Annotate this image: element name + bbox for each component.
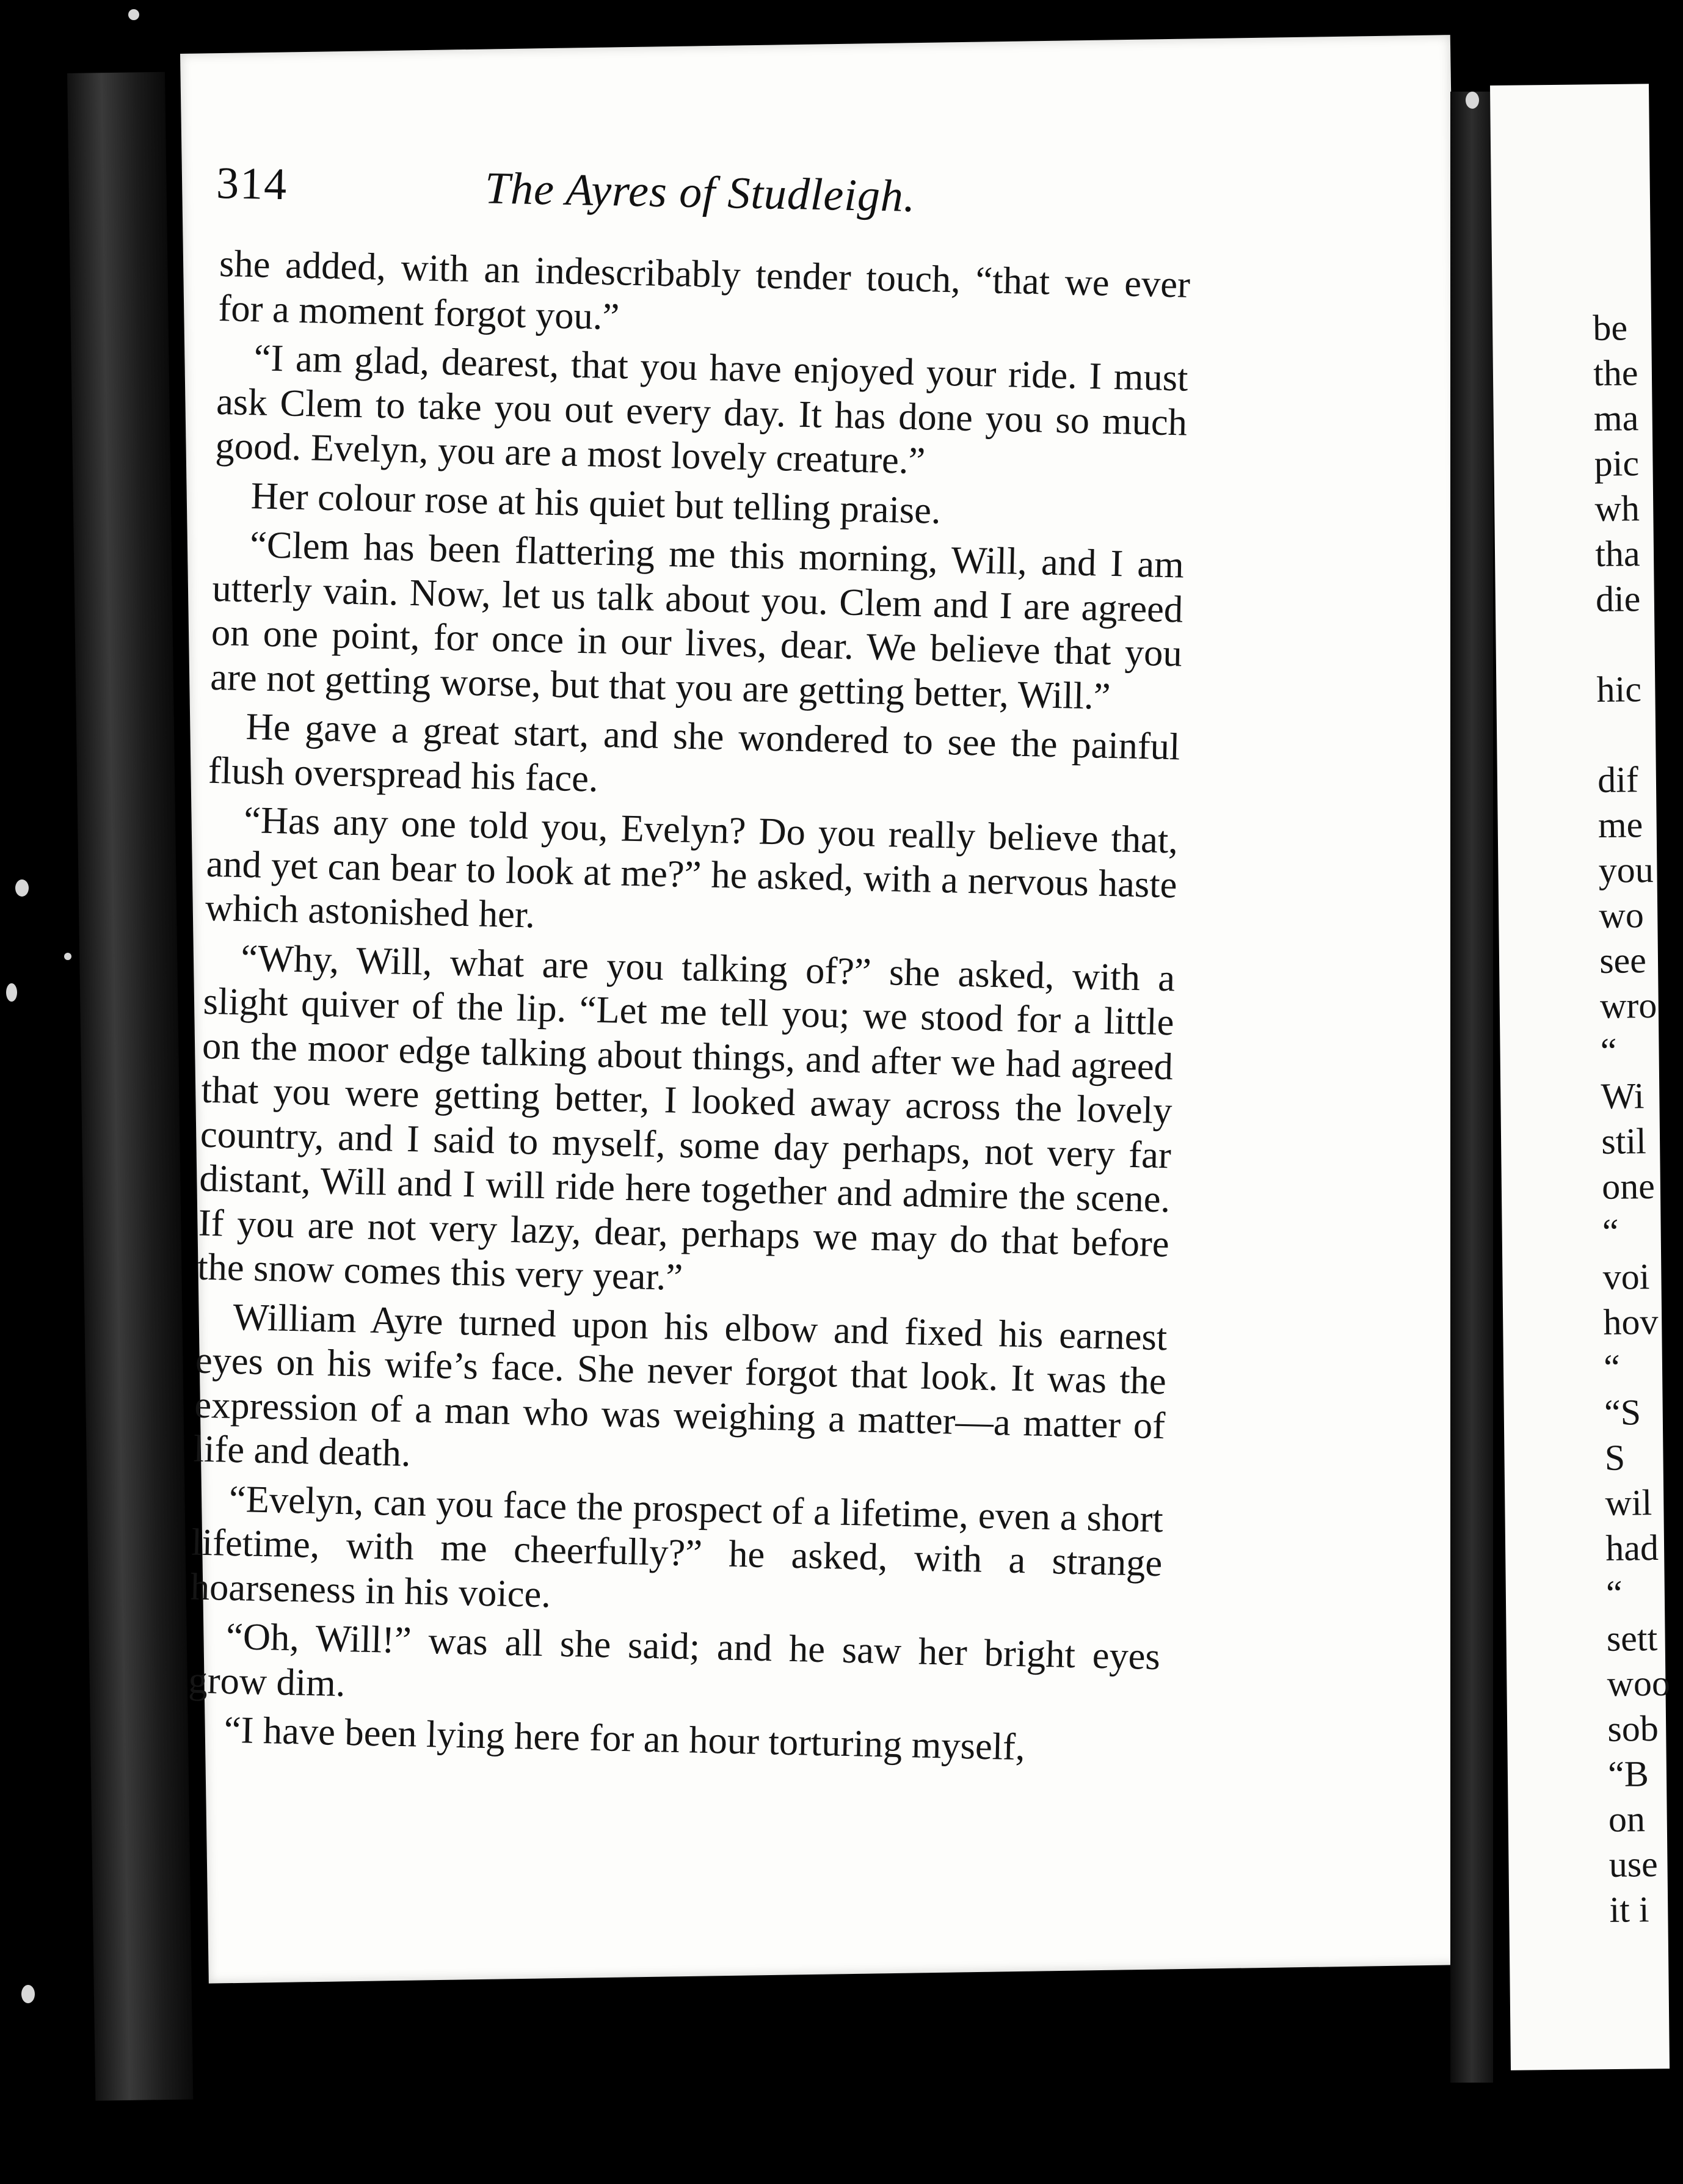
- facing-line-fragment: sett: [1606, 1618, 1658, 1659]
- page-number: 314: [216, 158, 288, 210]
- paragraph: “Why, Will, what are you talking of?” she asked, with a slight quiver of the lip. “Let me tell you; we stood for a little on the moor edge talking about things, and after we had agreed that you were getting better, I looked away across the lovely country, and I said to myself, some day perhaps, not very far distant, Will and I will ride here together and admire the scene. If you are not very lazy, dear, perhaps we may do that before the snow comes this very year.”: [197, 936, 1176, 1298]
- facing-line-fragment: me: [1598, 804, 1643, 845]
- facing-line-fragment: sob: [1607, 1708, 1659, 1749]
- speck: [6, 983, 17, 1002]
- paragraph: she added, with an indescribably tender touch, “that we ever for a moment forgot you.”: [217, 241, 1191, 338]
- speck: [1466, 92, 1479, 109]
- facing-line-fragment: had: [1605, 1527, 1659, 1568]
- paragraph: “Has any one told you, Evelyn? Do you really believe that, and yet can bear to look at me?” he asked, with a nervous haste which astonished her.: [205, 798, 1179, 936]
- speck: [15, 879, 29, 897]
- facing-page-gutter: [1450, 92, 1493, 2083]
- paragraph: William Ayre turned upon his elbow and fixed his earnest eyes on his wife’s face. She never forgot that look. It was the expression of a man who was weighing a matter—a matter of life and death.: [193, 1295, 1168, 1475]
- paragraph: “Clem has been flattering me this morning, Will, and I am utterly vain. Now, let us talk about you. Clem and I are agreed on one point, for once in our lives, dear. We believe that you are not getting worse, but that you are getting better, Will.”: [209, 523, 1185, 718]
- facing-line-fragment: die: [1595, 578, 1641, 619]
- facing-line-fragment: use: [1608, 1844, 1659, 1885]
- facing-line-fragment: stil: [1601, 1121, 1647, 1162]
- facing-line-fragment: “: [1600, 1030, 1617, 1071]
- facing-line-fragment: “B: [1607, 1753, 1649, 1794]
- book-binding-edge: [67, 72, 193, 2101]
- facing-line-fragment: S: [1604, 1437, 1626, 1478]
- facing-line-fragment: ma: [1593, 398, 1639, 439]
- facing-line-fragment: it i: [1609, 1889, 1649, 1930]
- running-title: The Ayres of Studleigh.: [484, 163, 917, 222]
- facing-line-fragment: on: [1608, 1799, 1646, 1840]
- facing-line-fragment: woo: [1607, 1662, 1671, 1704]
- facing-line-fragment: see: [1599, 940, 1647, 981]
- paragraph: “Oh, Will!” was all she said; and he saw her bright eyes grow dim.: [187, 1614, 1161, 1705]
- facing-line-fragment: tha: [1594, 533, 1640, 574]
- speck: [64, 953, 71, 960]
- facing-line-fragment: dif: [1597, 759, 1639, 800]
- body-text: [187, 241, 1191, 1772]
- facing-line-fragment: hov: [1603, 1301, 1659, 1342]
- speck: [21, 1985, 35, 2003]
- speck: [128, 9, 139, 20]
- facing-line-fragment: “: [1605, 1573, 1623, 1614]
- paragraph: He gave a great start, and she wondered to see the painful flush overspread his face.: [208, 705, 1181, 800]
- facing-line-fragment: [1597, 712, 1671, 757]
- facing-line-fragment: “: [1603, 1347, 1621, 1388]
- facing-line-fragment: hic: [1596, 669, 1642, 710]
- facing-line-fragment: the: [1593, 352, 1638, 393]
- facing-line-fragment: “: [1602, 1211, 1619, 1252]
- facing-line-fragment: voi: [1602, 1256, 1650, 1297]
- paragraph: “I am glad, dearest, that you have enjoyed your ride. I must ask Clem to take you out every day. It has done you so much good. Evelyn, you are a most lovely creature.”: [214, 336, 1189, 482]
- facing-line-fragment: pic: [1594, 443, 1640, 484]
- facing-line-fragment: [1596, 621, 1670, 667]
- facing-line-fragment: Wi: [1601, 1076, 1645, 1116]
- facing-line-fragment: wh: [1594, 488, 1640, 529]
- facing-line-fragment: “S: [1604, 1392, 1641, 1433]
- paragraph: Her colour rose at his quiet but telling praise.: [250, 473, 942, 532]
- paragraph: “Evelyn, can you face the prospect of a lifetime, even a short lifetime, with me cheerfully?” he asked, with a strange hoarseness in his voice.: [190, 1477, 1164, 1615]
- facing-line-fragment: wil: [1605, 1482, 1652, 1523]
- paragraph: “I have been lying here for an hour torturing myself,: [224, 1708, 1026, 1769]
- facing-line-fragment: wro: [1599, 985, 1657, 1026]
- facing-line-fragment: wo: [1599, 895, 1645, 936]
- facing-line-fragment: you: [1598, 850, 1654, 890]
- facing-line-fragment: one: [1601, 1166, 1656, 1207]
- facing-line-fragment: be: [1593, 307, 1628, 348]
